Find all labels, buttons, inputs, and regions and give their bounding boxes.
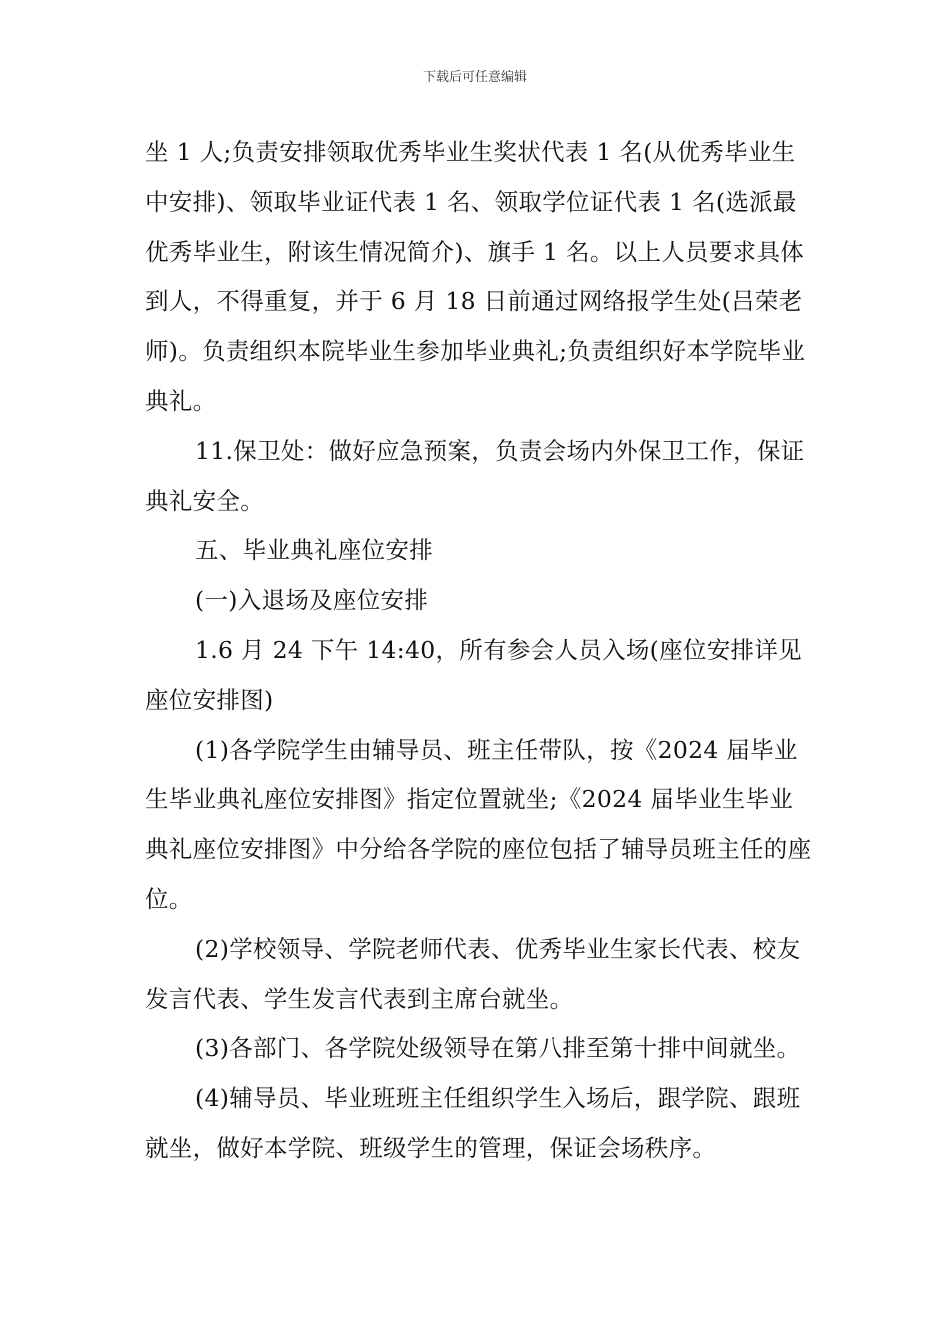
page-header: 下载后可任意编辑 [422, 70, 527, 85]
paragraph: 坐 1 人;负责安排领取优秀毕业生奖状代表 1 名(从优秀毕业生中安排)、领取毕业证代表 1 名、领取学位证代表 1 名(选派最优秀毕业生，附该生情况简介)、旗手 1 名。以上人员要求具体到人，不得重复，并于 6 月 18 日前通过网络报学生处(吕荣老师)。负责组织本院毕业生参加毕业典礼;负责组织好本学院毕业典礼。 [145, 138, 806, 415]
document-body [145, 128, 813, 1174]
paragraph: (4)辅导员、毕业班班主任组织学生入场后，跟学院、跟班就坐，做好本学院、班级学生的管理，保证会场秩序。 [145, 1084, 801, 1162]
paragraph: 11.保卫处：做好应急预案，负责会场内外保卫工作，保证典礼安全。 [145, 436, 805, 515]
paragraph: 1.6 月 24 下午 14:40，所有参会人员入场(座位安排详见座位安排图) [145, 635, 802, 714]
paragraph: (1)各学院学生由辅导员、班主任带队，按《2024 届毕业生毕业典礼座位安排图》指定位置就坐;《2024 届毕业生毕业典礼座位安排图》中分给各学院的座位包括了辅导员班主任的座位。 [145, 735, 812, 913]
section-heading: 五、毕业典礼座位安排 [195, 536, 433, 565]
subsection-heading: (一)入退场及座位安排 [195, 586, 429, 615]
paragraph: (3)各部门、各学院处级领导在第八排至第十排中间就坐。 [195, 1034, 801, 1063]
paragraph: (2)学校领导、学院老师代表、优秀毕业生家长代表、校友发言代表、学生发言代表到主席台就坐。 [145, 934, 801, 1013]
